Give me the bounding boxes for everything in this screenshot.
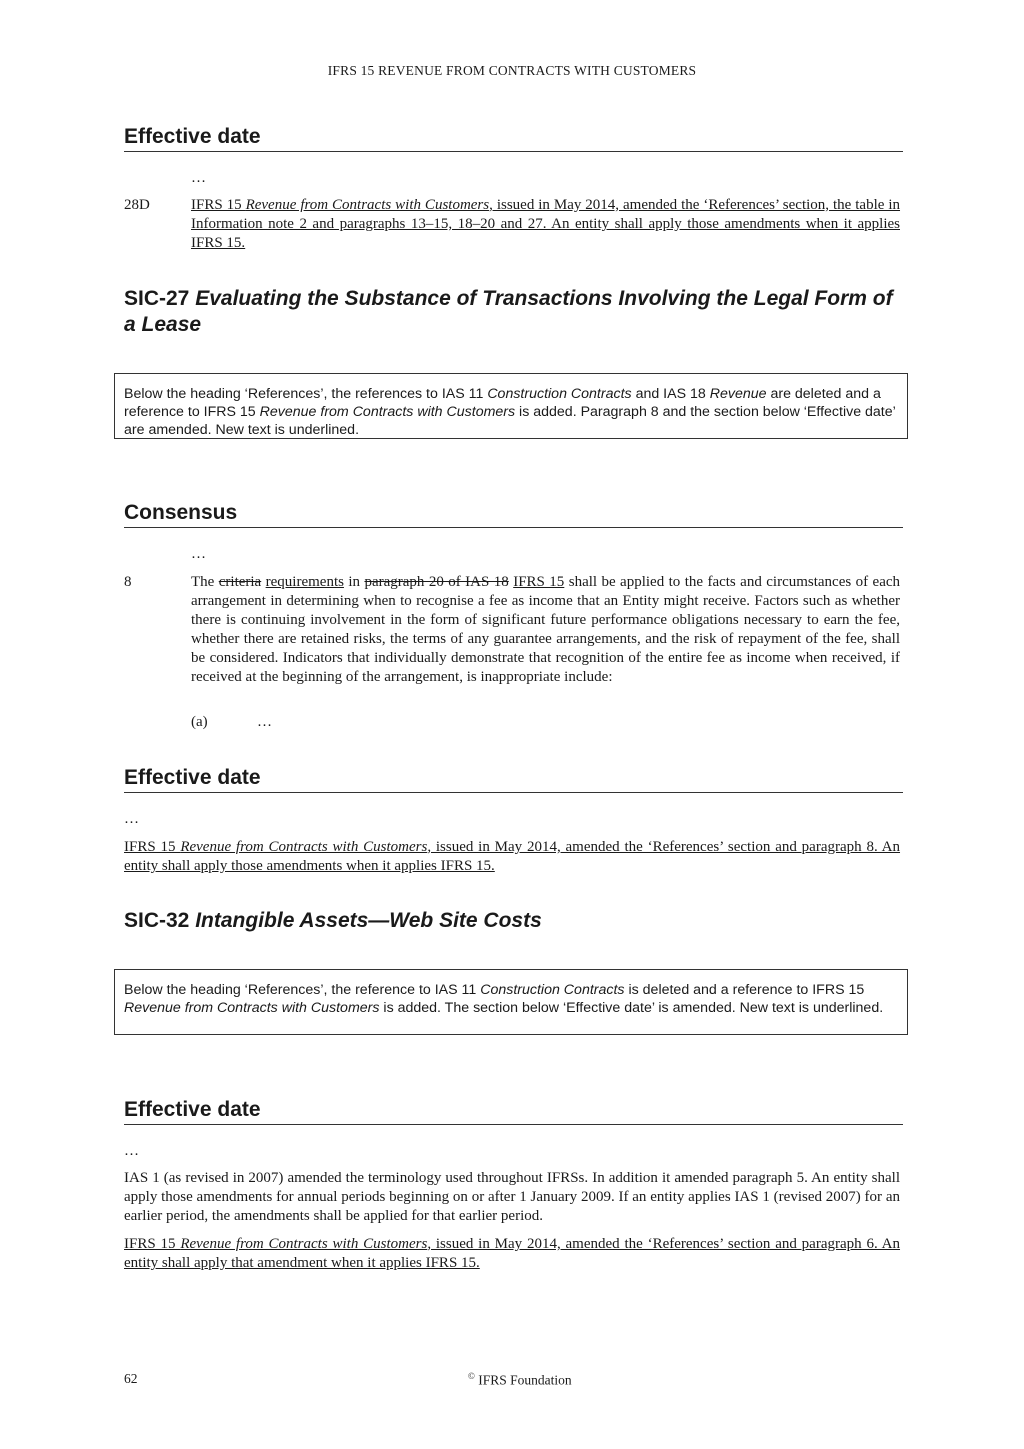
section-heading-effective-date: Effective date	[124, 765, 903, 793]
effective-date-paragraph-amended: IFRS 15 Revenue from Contracts with Customers, issued in May 2014, amended the ‘References’ section and paragraph 6. An entity shall apply that amendment when it applies IFRS 15.	[124, 1236, 901, 1271]
sic-32-heading: SIC-32 Intangible Assets—Web Site Costs	[124, 909, 542, 932]
effective-date-paragraph: IFRS 15 Revenue from Contracts with Customers, issued in May 2014, amended the ‘References’ section and paragraph 8. An entity shall apply those amendments when it applies IFRS 15.	[124, 839, 901, 874]
ellipsis: …	[124, 811, 139, 827]
sub-item-label: (a)	[191, 714, 208, 730]
ellipsis: …	[191, 170, 206, 186]
amendment-note-box: Below the heading ‘References’, the reference to IAS 11 Construction Contracts is deleted and a reference to IFRS 15 Revenue from Contracts with Customers is added. The section below ‘Effective date’ is amended. New text is underlined.	[114, 969, 908, 1035]
amendment-note-box: Below the heading ‘References’, the references to IAS 11 Construction Contracts and IAS 18 Revenue are deleted and a reference to IFRS 15 Revenue from Contracts with Customers is added. Paragraph 8 and the section below ‘Effective date’ are amended. New text is underlined.	[114, 373, 908, 439]
paragraph-number: 8	[124, 574, 132, 590]
sub-item-text: …	[257, 714, 272, 730]
added-text: IFRS 15	[513, 574, 565, 590]
section-heading-effective-date: Effective date	[124, 1097, 903, 1125]
section-heading-effective-date: Effective date	[124, 124, 903, 152]
effective-date-paragraph: IAS 1 (as revised in 2007) amended the terminology used throughout IFRSs. In addition it amended paragraph 5. An entity shall apply those amendments for annual periods beginning on or after 1 January 2009. If an entity applies IAS 1 (revised 2007) for an earlier period, the amendments shall be applied for that earlier period.	[124, 1170, 900, 1224]
added-text: requirements	[265, 574, 344, 590]
deleted-text: paragraph 20 of IAS 18	[364, 574, 509, 590]
paragraph-8: The criteria requirements in paragraph 20 of IAS 18 IFRS 15 shall be applied to the facts and circumstances of each arrangement in determining when to recognise a fee as income that an Entity might receive. Factors such as whether there is continuing involvement in the form of significant future performance obligations necessary to earn the fee, whether there are retained risks, the terms of any guarantee arrangements, and the risk of repayment of the fee, shall be considered. Indicators that individually demonstrate that recognition of the entire fee as income when received, if received at the beginning of the arrangement, is inappropriate include:	[191, 574, 901, 685]
running-head: IFRS 15 REVENUE FROM CONTRACTS WITH CUSTOMERS	[327, 63, 697, 78]
paragraph-28d: IFRS 15 Revenue from Contracts with Customers, issued in May 2014, amended the ‘References’ section, the table in Information note 2 and paragraphs 13–15, 18–20 and 27. An entity shall apply those amendments when it applies IFRS 15.	[191, 197, 901, 251]
deleted-text: criteria	[218, 574, 262, 590]
copyright-notice: © IFRS Foundation	[468, 1371, 572, 1388]
section-heading-consensus: Consensus	[124, 500, 903, 528]
ellipsis: …	[124, 1143, 139, 1159]
paragraph-number: 28D	[124, 197, 150, 213]
page-number: 62	[124, 1371, 138, 1386]
ellipsis: …	[191, 546, 206, 562]
sic-27-heading: SIC-27 Evaluating the Substance of Transactions Involving the Legal Form of a Lease	[124, 287, 893, 336]
